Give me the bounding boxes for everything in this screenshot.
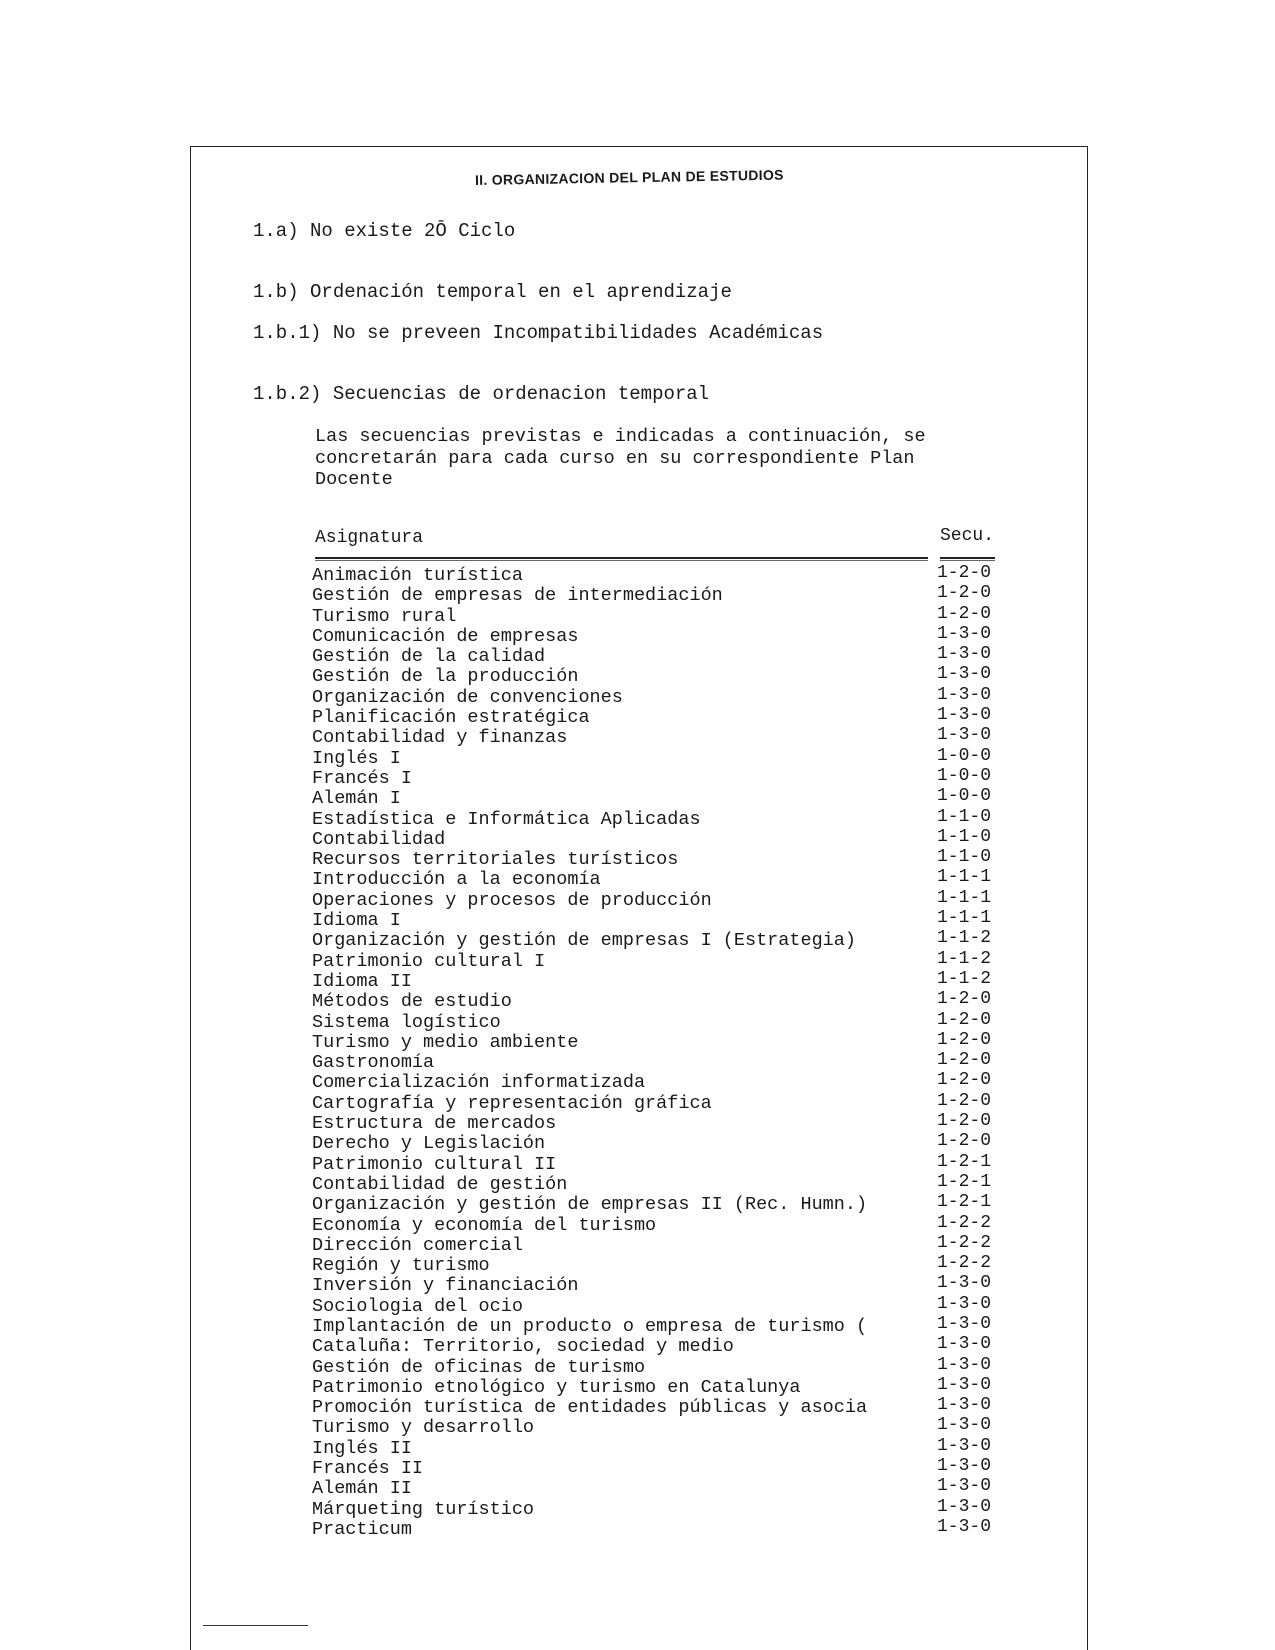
subject-cell: Operaciones y procesos de producción [312, 889, 712, 911]
sequence-cell: 1-2-0 [937, 1009, 992, 1030]
sequence-cell: 1-1-0 [937, 806, 992, 827]
section-1a: 1.a) No existe 2Ō Ciclo [253, 220, 516, 242]
sequence-cell: 1-3-0 [937, 684, 992, 705]
header-rule-subject [315, 557, 928, 559]
page-title: II. ORGANIZACION DEL PLAN DE ESTUDIOS [474, 166, 784, 188]
section-1b1: 1.b.1) No se preveen Incompatibilidades Académicas [253, 322, 824, 344]
sequence-cell: 1-3-0 [937, 1456, 992, 1477]
section-1b: 1.b) Ordenación temporal en el aprendizaje [253, 281, 732, 303]
subject-cell: Gastronomía [312, 1052, 435, 1074]
subject-cell: Gestión de oficinas de turismo [312, 1356, 646, 1378]
sequence-cell: 1-3-0 [937, 1374, 992, 1395]
sequence-cell: 1-3-0 [937, 1496, 992, 1517]
sequence-cell: 1-3-0 [937, 1273, 992, 1294]
sequence-cell: 1-2-0 [937, 583, 992, 604]
sequence-cell: 1-2-1 [937, 1171, 992, 1192]
subject-cell: Inversión y financiación [312, 1275, 579, 1297]
sequence-cell: 1-3-0 [937, 1476, 992, 1497]
section-1b2: 1.b.2) Secuencias de ordenacion temporal [253, 383, 710, 405]
subject-cell: Turismo y medio ambiente [312, 1031, 579, 1053]
subject-cell: Contabilidad de gestión [312, 1173, 568, 1195]
header-rule-sequence-secondary [940, 560, 995, 561]
sequence-cell: 1-2-0 [937, 1111, 992, 1132]
sequence-cell: 1-2-0 [937, 1131, 992, 1152]
subject-cell: Promoción turística de entidades públicas y asocia [312, 1397, 868, 1419]
sequence-cell: 1-2-2 [937, 1253, 992, 1274]
subject-cell: Sistema logístico [312, 1011, 501, 1033]
subject-cell: Alemán II [312, 1478, 412, 1500]
sequence-cell: 1-1-1 [937, 867, 992, 888]
subject-cell: Sociologia del ocio [312, 1295, 523, 1317]
subject-cell: Organización y gestión de empresas II (Rec. Humn.) [312, 1194, 868, 1216]
subject-cell: Planificación estratégica [312, 707, 590, 729]
sequence-cell: 1-3-0 [937, 1354, 992, 1375]
sequence-cell: 1-3-0 [937, 664, 992, 685]
subject-cell: Idioma II [312, 970, 412, 992]
footer-rule [203, 1625, 308, 1626]
subject-cell: Idioma I [312, 910, 401, 932]
sequence-cell: 1-3-0 [937, 725, 992, 746]
sequence-cell: 1-3-0 [937, 1435, 992, 1456]
subject-column [312, 566, 867, 1540]
subject-cell: Turismo rural [312, 605, 457, 627]
sequence-cell: 1-2-0 [937, 1070, 992, 1091]
intro-line-1: Las secuencias previstas e indicadas a continuación, se [315, 426, 926, 447]
subject-cell: Organización y gestión de empresas I (Estrategia) [312, 930, 856, 952]
subject-cell: Gestión de empresas de intermediación [312, 585, 723, 607]
subject-cell: Recursos territoriales turísticos [312, 849, 679, 871]
sequence-cell: 1-3-0 [937, 644, 992, 665]
sequence-cell: 1-1-1 [937, 887, 992, 908]
sequence-cell: 1-3-0 [937, 1516, 992, 1537]
subject-cell: Márqueting turístico [312, 1498, 535, 1520]
subject-cell: Contabilidad [312, 828, 446, 850]
subject-cell: Estructura de mercados [312, 1113, 557, 1135]
subject-cell: Patrimonio cultural I [312, 950, 546, 972]
sequence-cell: 1-2-2 [937, 1212, 992, 1233]
sequence-cell: 1-3-0 [937, 1415, 992, 1436]
subject-cell: Contabilidad y finanzas [312, 727, 568, 749]
table-header-sequence: Secu. [940, 526, 995, 546]
subject-cell: Inglés II [312, 1437, 412, 1459]
sequence-cell: 1-3-0 [937, 705, 992, 726]
subject-cell: Patrimonio cultural II [312, 1153, 557, 1175]
sequence-cell: 1-1-2 [937, 968, 992, 989]
subject-cell: Introducción a la economía [312, 869, 601, 891]
sequence-cell: 1-0-0 [937, 745, 992, 766]
sequence-cell: 1-3-0 [937, 1334, 992, 1355]
sequence-cell: 1-2-0 [937, 1090, 992, 1111]
sequence-cell: 1-2-0 [937, 1029, 992, 1050]
sequence-cell: 1-1-1 [937, 908, 992, 929]
sequence-cell: 1-2-0 [937, 989, 992, 1010]
sequence-cell: 1-2-1 [937, 1192, 992, 1213]
subject-cell: Gestión de la calidad [312, 646, 546, 668]
sequence-cell: 1-3-0 [937, 1293, 992, 1314]
subject-cell: Practicum [312, 1518, 412, 1540]
header-rule-sequence [940, 557, 995, 559]
subject-cell: Economía y economía del turismo [312, 1214, 657, 1236]
subject-cell: Alemán I [312, 788, 401, 810]
subject-cell: Cartografía y representación gráfica [312, 1092, 712, 1114]
subject-cell: Inglés I [312, 747, 401, 769]
sequence-cell: 1-1-0 [937, 826, 992, 847]
subject-cell: Implantación de un producto o empresa de turismo ( [312, 1315, 868, 1337]
header-rule-subject-secondary [315, 560, 928, 561]
sequence-cell: 1-2-2 [937, 1232, 992, 1253]
intro-paragraph [315, 426, 995, 491]
table-header-subject: Asignatura [315, 528, 424, 548]
intro-line-3: Docente [315, 469, 393, 490]
sequence-cell: 1-2-1 [937, 1151, 992, 1172]
subject-cell: Dirección comercial [312, 1234, 523, 1256]
sequence-cell: 1-2-0 [937, 603, 992, 624]
subject-cell: Patrimonio etnológico y turismo en Catalunya [312, 1376, 801, 1398]
subject-cell: Comunicación de empresas [312, 625, 579, 647]
sequence-cell: 1-3-0 [937, 623, 992, 644]
sequence-cell: 1-2-0 [937, 1050, 992, 1071]
sequence-cell: 1-3-0 [937, 1313, 992, 1334]
intro-line-2: concretarán para cada curso en su correspondiente Plan [315, 447, 915, 469]
sequence-cell: 1-1-0 [937, 847, 992, 868]
subject-cell: Francés II [312, 1458, 424, 1480]
sequence-cell: 1-2-0 [937, 563, 992, 583]
sequence-cell: 1-0-0 [937, 765, 992, 786]
sequence-cell: 1-3-0 [937, 1395, 992, 1416]
subject-cell: Derecho y Legislación [312, 1133, 546, 1155]
sequence-cell: 1-1-2 [937, 948, 992, 969]
subject-cell: Estadística e Informática Aplicadas [312, 808, 701, 830]
sequence-cell: 1-0-0 [937, 786, 992, 807]
subject-cell: Animación turística [312, 565, 523, 586]
sequence-column [937, 563, 991, 1537]
subject-cell: Región y turismo [312, 1255, 490, 1277]
subject-cell: Comercialización informatizada [312, 1072, 646, 1094]
subject-cell: Organización de convenciones [312, 686, 623, 708]
subject-cell: Turismo y desarrollo [312, 1417, 535, 1439]
subject-cell: Francés I [312, 767, 412, 789]
subject-cell: Cataluña: Territorio, sociedad y medio [312, 1336, 734, 1358]
subject-cell: Gestión de la producción [312, 666, 579, 688]
subject-cell: Métodos de estudio [312, 991, 512, 1013]
sequence-cell: 1-1-2 [937, 928, 992, 949]
